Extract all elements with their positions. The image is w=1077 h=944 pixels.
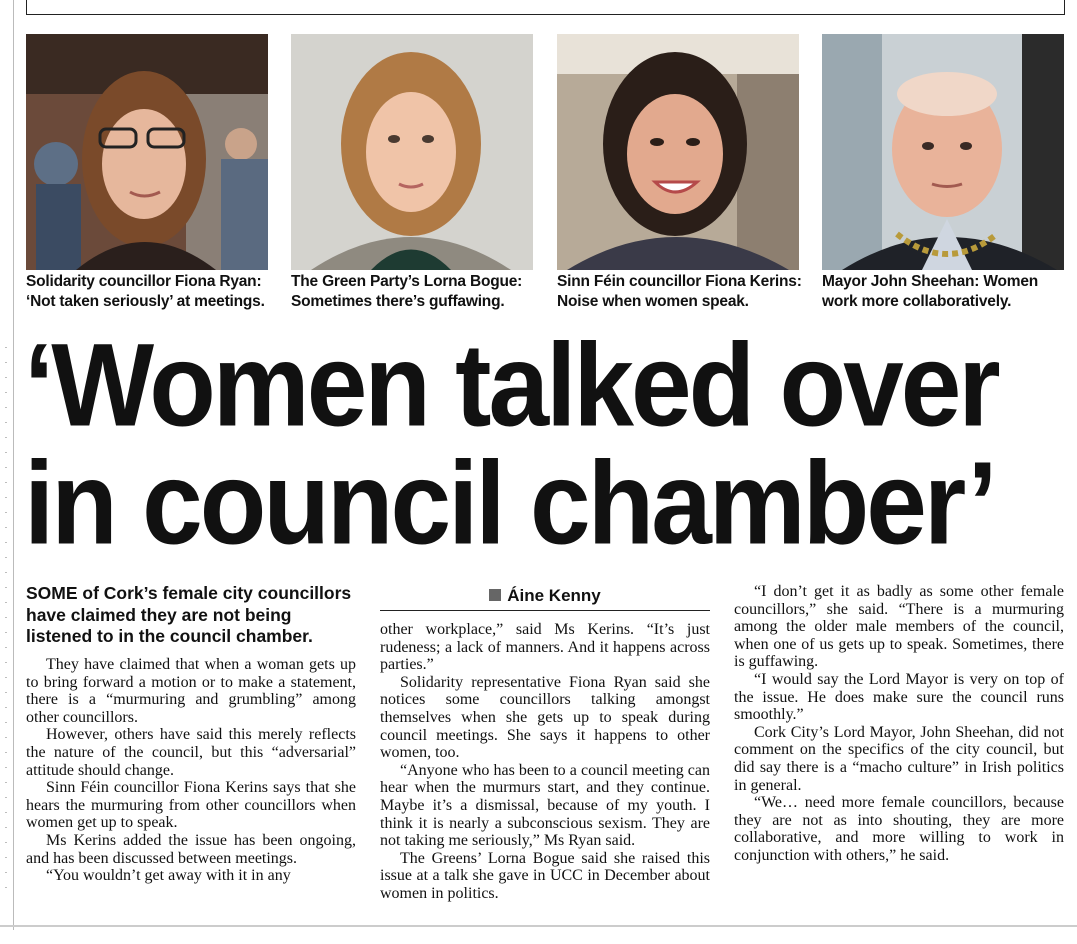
caption-fiona-ryan [26,272,276,312]
caption-line: The Green Party’s Lorna Bogue: [291,273,523,290]
standfirst: SOME of Cork’s female city councillors have claimed they are not being listened to in the council chamber. [26,583,352,646]
paragraph: “I don’t get it as badly as some other female councillors,” she said. “There is a murmuring among the older male members of the council, when one of us gets up to speak. Sometimes, there is guffawing. [734,583,1064,671]
paragraph: Ms Kerins added the issue has been ongoing, and has been discussed between meetings. [26,831,356,867]
caption-line: ‘Not taken seriously’ at meetings. [26,293,265,310]
adjacent-article-fragment: · · · · · · · · · · · · · · · · · · · · · · · · · · · · · · · · · · · · · [4,342,8,892]
photo-john-sheehan [822,34,1064,270]
article-column-2 [380,621,710,903]
paragraph: “I would say the Lord Mayor is very on top of the issue. He does make sure the council runs smoothly.” [734,670,1064,724]
paragraph: Solidarity representative Fiona Ryan said she notices some councillors talking amongst themselves when she gets up to speak during council meetings. She says it happens to other women, too. [380,673,710,762]
headline-line-2: in council chamber’ [24,437,995,570]
caption-line: Sinn Féin councillor Fiona Kerins: [557,273,802,290]
caption-lorna-bogue [291,272,541,312]
paragraph-continued: other workplace,” said Ms Kerins. “It’s just rudeness; a lack of manners. And it happens across parties.” [380,621,710,674]
paragraph: They have claimed that when a woman gets up to bring forward a motion or to make a statement, there is a “murmuring and grumbling” among other councillors. [26,656,356,726]
byline-rule [380,610,710,611]
paragraph: “Anyone who has been to a council meeting can hear when the murmurs start, and they continue. Maybe it’s a dismissal, because of my youth. I think it is nearly a subconscious sexism. They are not taking me seriously,” Ms Ryan said. [380,761,710,850]
caption-fiona-kerins [557,272,807,312]
top-border-box [26,0,1065,15]
paragraph: The Greens’ Lorna Bogue said she raised this issue at a talk she gave in UCC in December about women in politics. [380,849,710,902]
byline [380,585,710,607]
paragraph: However, others have said this merely reflects the nature of the council, but this “adversarial” attitude should change. [26,726,356,779]
article-column-1 [26,656,356,885]
byline-author: Áine Kenny [507,586,601,605]
photo-fiona-kerins [557,34,799,270]
article-column-3 [734,583,1064,865]
caption-line: work more collaboratively. [822,293,1012,310]
left-column-rule [13,0,14,930]
byline-square-icon [489,589,501,601]
paragraph: “You wouldn’t get away with it in any [46,867,291,885]
paragraph: Sinn Féin councillor Fiona Kerins says that she hears the murmuring from other councillors when women get up to speak. [26,779,356,832]
caption-line: Sometimes there’s guffawing. [291,293,505,310]
headline-line-1: ‘Women talked over [24,319,998,452]
caption-line: Mayor John Sheehan: Women [822,273,1039,290]
caption-line: Solidarity councillor Fiona Ryan: [26,273,262,290]
paragraph: “We… need more female councillors, because they are not as into shouting, they are more collaborative, and more willing to work in conjunction with others,” he said. [734,794,1064,864]
paragraph: Cork City’s Lord Mayor, John Sheehan, did not comment on the specifics of the city council, but did say there is a “macho culture” in Irish politics in general. [734,723,1064,794]
caption-john-sheehan [822,272,1072,312]
caption-line: Noise when women speak. [557,293,749,310]
photo-fiona-ryan [26,34,268,270]
bottom-rule [0,925,1077,927]
photo-lorna-bogue [291,34,533,270]
